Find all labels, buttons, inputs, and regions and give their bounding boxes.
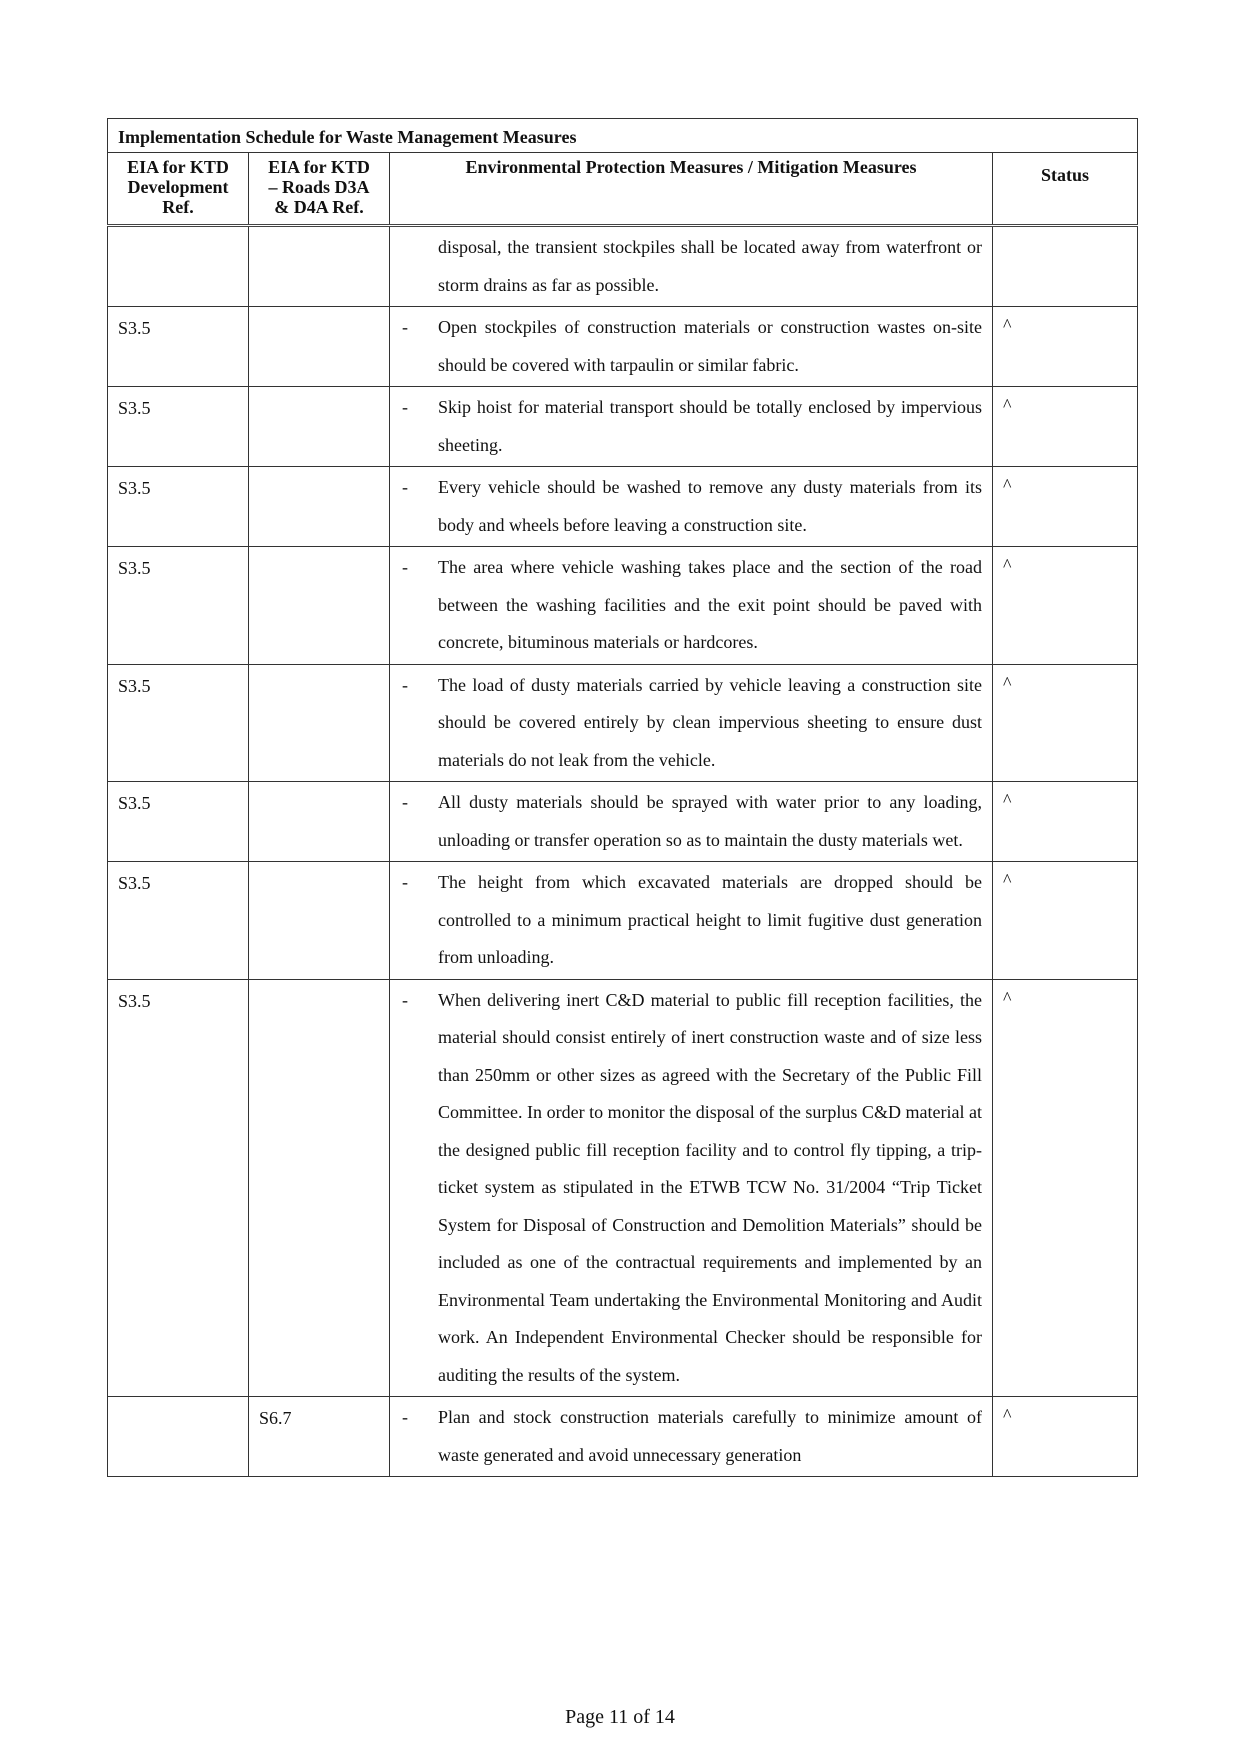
mitigation-measure-cell: [390, 1397, 993, 1477]
table-row: [108, 467, 1138, 547]
bullet-dash: -: [402, 397, 408, 417]
roads-ref-cell: [249, 226, 390, 307]
mitigation-measure-cell: [390, 226, 993, 307]
table-title: Implementation Schedule for Waste Management Measures: [108, 119, 1138, 153]
table-row: [108, 862, 1138, 980]
status-cell: ^: [993, 1397, 1138, 1477]
mitigation-measure-text: Skip hoist for material transport should be totally enclosed by impervious sheeting.: [438, 397, 982, 455]
mitigation-measure-cell: [390, 307, 993, 387]
bullet-dash: -: [402, 477, 408, 497]
status-cell: ^: [993, 547, 1138, 665]
mitigation-measure-cell: [390, 979, 993, 1397]
status-cell: ^: [993, 782, 1138, 862]
roads-ref-cell: [249, 307, 390, 387]
header-development-ref: EIA for KTD Development Ref.: [108, 153, 249, 226]
status-cell: ^: [993, 862, 1138, 980]
mitigation-measure-cell: [390, 467, 993, 547]
development-ref-cell: S3.5: [108, 979, 249, 1397]
waste-management-schedule-table: [107, 118, 1138, 1477]
development-ref-cell: S3.5: [108, 782, 249, 862]
mitigation-measure-text: The load of dusty materials carried by vehicle leaving a construction site should be covered entirely by clean impervious sheeting to ensure dust materials do not leak from the vehicle.: [438, 674, 982, 770]
roads-ref-cell: [249, 547, 390, 665]
status-cell: ^: [993, 979, 1138, 1397]
roads-ref-cell: [249, 387, 390, 467]
development-ref-cell: S3.5: [108, 467, 249, 547]
mitigation-measure-text: Plan and stock construction materials carefully to minimize amount of waste generated and avoid unnecessary generation: [438, 1407, 982, 1465]
roads-ref-cell: [249, 467, 390, 547]
mitigation-measure-text: Every vehicle should be washed to remove any dusty materials from its body and wheels before leaving a construction site.: [438, 477, 982, 535]
roads-ref-cell: [249, 664, 390, 782]
table-row: [108, 226, 1138, 307]
table-row: [108, 1397, 1138, 1477]
roads-ref-cell: S6.7: [249, 1397, 390, 1477]
development-ref-cell: S3.5: [108, 387, 249, 467]
table-row: [108, 387, 1138, 467]
table-row: [108, 547, 1138, 665]
table-row: [108, 664, 1138, 782]
status-cell: ^: [993, 664, 1138, 782]
header-mitigation-measures: Environmental Protection Measures / Mitigation Measures: [390, 153, 993, 226]
status-cell: ^: [993, 387, 1138, 467]
development-ref-cell: [108, 1397, 249, 1477]
table-row: [108, 782, 1138, 862]
status-cell: ^: [993, 307, 1138, 387]
mitigation-measure-cell: [390, 782, 993, 862]
header-status: Status: [993, 153, 1138, 226]
development-ref-cell: [108, 226, 249, 307]
development-ref-cell: S3.5: [108, 664, 249, 782]
mitigation-measure-text: disposal, the transient stockpiles shall be located away from waterfront or storm drains as far as possible.: [438, 237, 982, 295]
header-roads-ref: EIA for KTD – Roads D3A & D4A Ref.: [249, 153, 390, 226]
mitigation-measure-cell: [390, 547, 993, 665]
mitigation-measure-cell: [390, 664, 993, 782]
bullet-dash: -: [402, 872, 408, 892]
mitigation-measure-cell: [390, 862, 993, 980]
development-ref-cell: S3.5: [108, 307, 249, 387]
bullet-dash: -: [402, 674, 408, 695]
bullet-dash: -: [402, 557, 408, 577]
roads-ref-cell: [249, 782, 390, 862]
mitigation-measure-text: The height from which excavated materials are dropped should be controlled to a minimum practical height to limit fugitive dust generation from unloading.: [438, 872, 982, 967]
status-cell: ^: [993, 467, 1138, 547]
mitigation-measure-cell: [390, 387, 993, 467]
roads-ref-cell: [249, 979, 390, 1397]
development-ref-cell: S3.5: [108, 862, 249, 980]
table-row: [108, 307, 1138, 387]
bullet-dash: -: [402, 1407, 408, 1427]
page-number: Page 11 of 14: [565, 1706, 675, 1728]
development-ref-cell: S3.5: [108, 547, 249, 665]
table-row: [108, 979, 1138, 1397]
table-header-row: [108, 153, 1138, 226]
mitigation-measure-text: Open stockpiles of construction materials or construction wastes on-site should be covered with tarpaulin or similar fabric.: [438, 317, 982, 375]
mitigation-measure-text: When delivering inert C&D material to public fill reception facilities, the material should consist entirely of inert construction waste and of size less than 250mm or other sizes as agreed with the Secretary of the Public Fill Committee. In order to monitor the disposal of the surplus C&D material at the designed public fill reception facility and to control fly tipping, a trip-ticket system as stipulated in the ETWB TCW No. 31/2004 “Trip Ticket System for Disposal of Construction and Demolition Materials” should be included as one of the contractual requirements and implemented by an Environmental Team undertaking the Environmental Monitoring and Audit work. An Independent Environmental Checker should be responsible for auditing the results of the system.: [438, 989, 982, 1385]
bullet-dash: -: [402, 317, 408, 337]
bullet-dash: -: [402, 792, 408, 812]
mitigation-measure-text: The area where vehicle washing takes place and the section of the road between the washing facilities and the exit point should be paved with concrete, bituminous materials or hardcores.: [438, 557, 982, 652]
status-cell: [993, 226, 1138, 307]
roads-ref-cell: [249, 862, 390, 980]
table-body: [108, 226, 1138, 1477]
mitigation-measure-text: All dusty materials should be sprayed with water prior to any loading, unloading or transfer operation so as to maintain the dusty materials wet.: [438, 792, 982, 850]
bullet-dash: -: [402, 989, 408, 1010]
